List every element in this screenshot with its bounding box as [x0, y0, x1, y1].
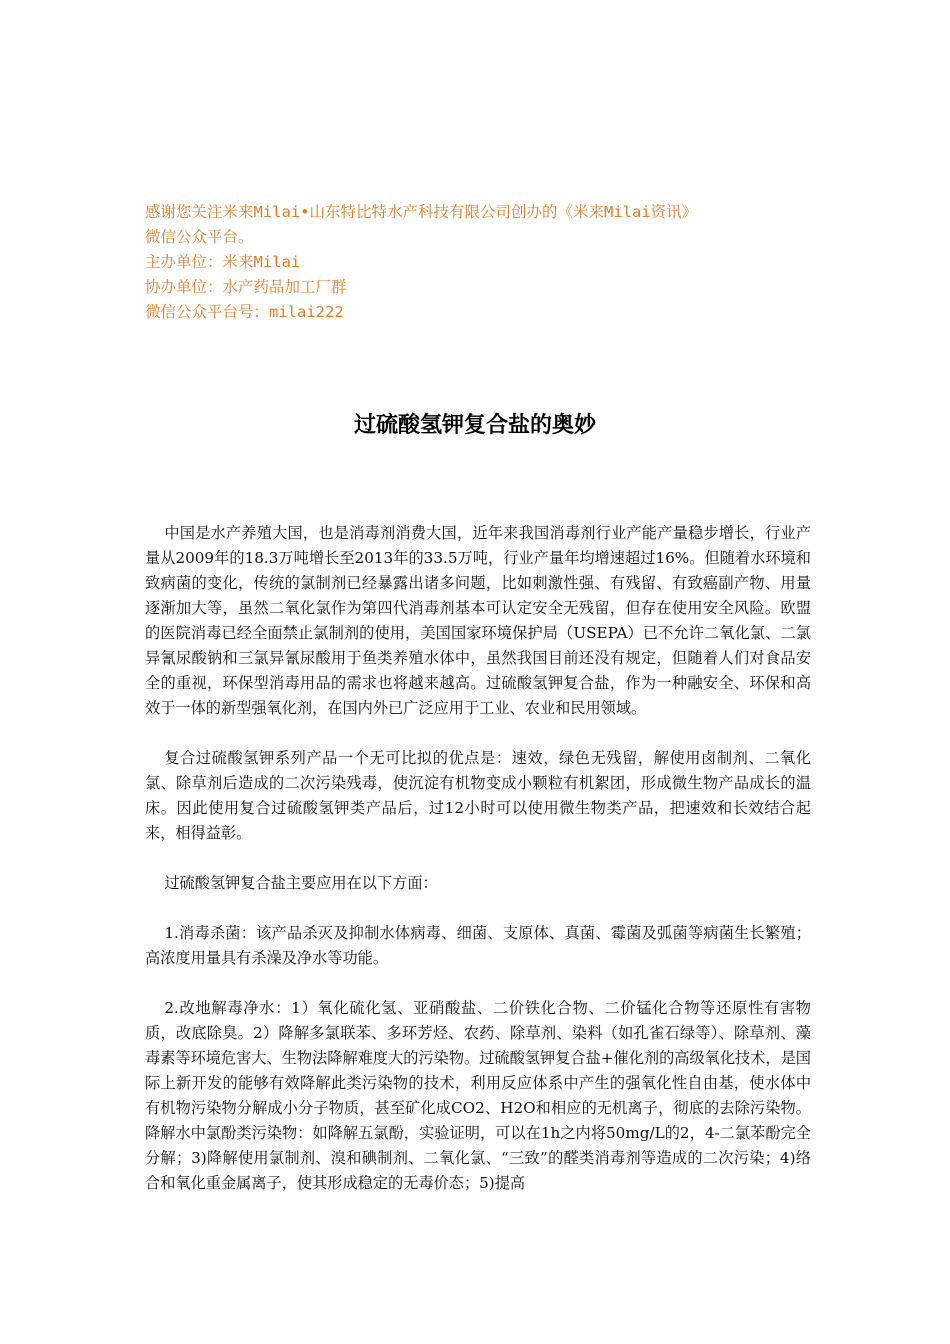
paragraph-intro: 中国是水产养殖大国，也是消毒剂消费大国，近年来我国消毒剂行业产能产量稳步增长，行业产量从2009年的18.3万吨增长至2013年的33.5万吨，行业产量年均增速超过16%。但随着水环境和致病菌的变化，传统的氯制剂已经暴露出诸多问题，比如刺激性强、有残留、有致癌副产物、用量逐渐加大等，虽然二氧化氯作为第四代消毒剂基本可认定安全无残留，但存在使用安全风险。欧盟的医院消毒已经全面禁止氯制剂的使用，美国国家环境保护局（USEPA）已不允许二氧化氯、二氯异氰尿酸钠和三氯异氰尿酸用于鱼类养殖水体中，虽然我国目前还没有规定，但随着人们对食品安全的重视，环保型消毒用品的需求也将越来越高。过硫酸氢钾复合盐，作为一种融安全、环保和高效于一体的新型强氧化剂，在国内外已广泛应用于工业、农业和民用领域。: [145, 524, 811, 717]
wechat-id-line: 微信公众平台号：milai222: [145, 303, 344, 321]
paragraph-advantages: 复合过硫酸氢钾系列产品一个无可比拟的优点是：速效，绿色无残留，解使用卤制剂、二氧化氯、除草剂后造成的二次污染残毒，使沉淀有机物变成小颗粒有机絮团，形成微生物产品成长的温床。因此使用复合过硫酸氢钾类产品后，过12小时可以使用微生物类产品，把速效和长效结合起来，相得益彰。: [145, 749, 811, 842]
paragraph-disinfection: 1.消毒杀菌：该产品杀灭及抑制水体病毒、细菌、支原体、真菌、霉菌及弧菌等病菌生长繁殖；高浓度用量具有杀澡及净水等功能。: [145, 924, 811, 967]
paragraph-water-purification: 2.改地解毒净水：1）氧化硫化氢、亚硝酸盐、二价铁化合物、二价锰化合物等还原性有害物质，改底除臭。2）降解多氯联苯、多环芳烃、农药、除草剂、染料（如孔雀石绿等）、除草剂、藻毒素等环境危害大、生物法降解难度大的污染物。过硫酸氢钾复合盐+催化剂的高级氧化技术，是国际上新开发的能够有效降解此类污染物的技术，利用反应体系中产生的强氧化性自由基，使水体中有机物污染物分解成小分子物质，甚至矿化成CO2、H2O和相应的无机离子，彻底的去除污染物。降解水中氯酚类污染物：如降解五氯酚，实验证明，可以在1h之内将50mg/L的2，4-二氯苯酚完全分解；3)降解使用氯制剂、溴和碘制剂、二氧化氯、“三致”的醛类消毒剂等造成的二次污染；4)络合和氧化重金属离子，使其形成稳定的无毒价态；5)提高: [145, 999, 811, 1192]
article-title: 过硫酸氢钾复合盐的奥妙: [353, 413, 596, 438]
promo-line-1: 感谢您关注米来Milai•山东特比特水产科技有限公司创办的《米来Milai资讯》: [145, 203, 698, 221]
paragraph-applications-heading: 过硫酸氢钾复合盐主要应用在以下方面：: [164, 874, 438, 892]
promo-header: [145, 200, 825, 325]
article-body: [145, 521, 811, 1196]
sponsor-line: 主办单位：米来Milai: [145, 253, 301, 271]
co-sponsor-line: 协办单位：水产药品加工厂群: [145, 278, 347, 296]
promo-line-2: 微信公众平台。: [145, 228, 254, 246]
